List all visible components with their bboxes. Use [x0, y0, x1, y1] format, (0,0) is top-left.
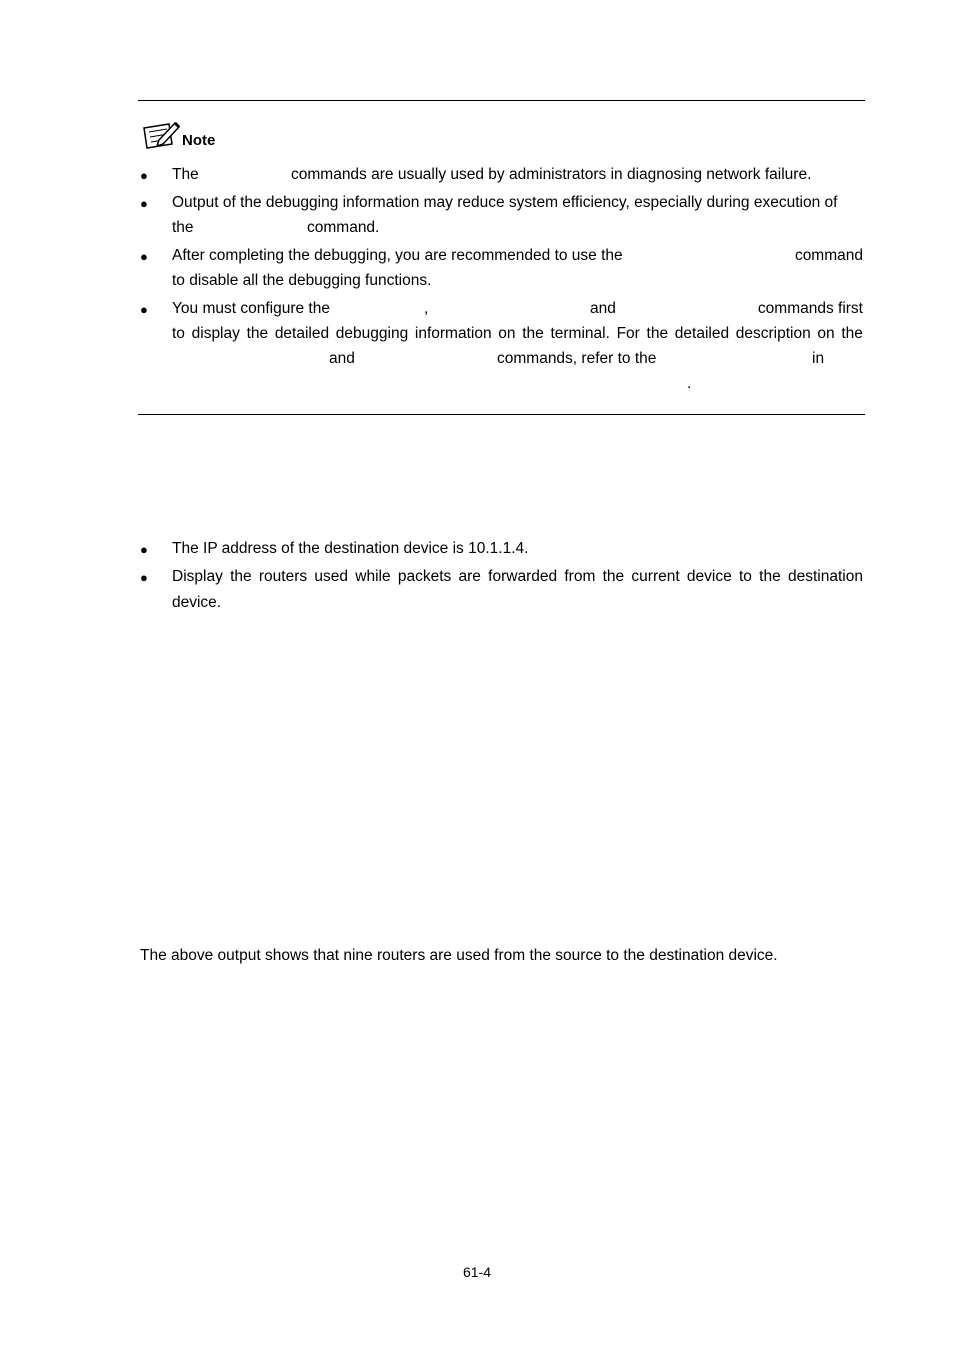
page-number: 61-4 — [462, 1264, 492, 1280]
summary-text: The above output shows that nine routers are used from the source to the destination device. — [140, 947, 778, 964]
word: the — [759, 568, 781, 585]
note-text: commands are usually used by administrators in diagnosing network failure. — [291, 166, 812, 183]
note-text: commands, refer to the — [497, 350, 657, 367]
note-text: and — [590, 300, 616, 317]
note-justified-line — [172, 324, 863, 344]
note-text: The — [172, 166, 199, 183]
word: to — [172, 325, 185, 342]
word: the — [522, 325, 544, 342]
word: current — [631, 568, 680, 585]
word: detailed — [274, 325, 330, 342]
word: terminal. — [550, 325, 610, 342]
example-justified-line — [172, 567, 863, 587]
bullet-dot: ● — [140, 168, 148, 183]
note-text: , — [424, 300, 429, 317]
word: the — [230, 568, 252, 585]
word: routers — [258, 568, 308, 585]
bullet-dot: ● — [140, 570, 148, 585]
bullet-dot: ● — [140, 249, 148, 264]
note-text: . — [687, 375, 692, 392]
word: the — [841, 325, 863, 342]
note-text: commands first — [757, 300, 863, 317]
bullet-dot: ● — [140, 196, 148, 211]
word: the — [646, 325, 669, 342]
word: on — [498, 325, 516, 342]
note-label: Note — [182, 132, 216, 149]
note-text: Output of the debugging information may reduce system efficiency, especially during execution of — [172, 194, 838, 211]
note-icon — [141, 120, 181, 150]
word: description — [735, 325, 811, 342]
word: while — [355, 568, 391, 585]
word: used — [314, 568, 349, 585]
word: Display — [172, 568, 223, 585]
word: the — [602, 568, 625, 585]
word: are — [458, 568, 481, 585]
note-text: the — [172, 219, 194, 236]
word: on — [817, 325, 835, 342]
word: destination — [787, 568, 863, 585]
word: information — [414, 325, 492, 342]
example-text: The IP address of the destination device is 10.1.1.4. — [172, 540, 529, 557]
bullet-dot: ● — [140, 542, 148, 557]
word: forwarded — [488, 568, 558, 585]
word: the — [246, 325, 269, 342]
word: packets — [397, 568, 452, 585]
bullet-dot: ● — [140, 302, 148, 317]
note-text: After completing the debugging, you are recommended to use the — [172, 247, 623, 264]
note-text: command — [794, 247, 863, 264]
word: display — [191, 325, 240, 342]
bottom-rule — [138, 414, 865, 415]
example-text: device. — [172, 594, 222, 611]
note-text: to disable all the debugging functions. — [172, 272, 432, 289]
top-rule — [138, 100, 865, 101]
word: device — [686, 568, 732, 585]
word: detailed — [674, 325, 730, 342]
note-text: command. — [307, 219, 380, 236]
word: from — [564, 568, 596, 585]
word: to — [738, 568, 752, 585]
note-text: and — [329, 350, 355, 367]
word: debugging — [335, 325, 409, 342]
note-text: You must configure the — [172, 300, 330, 317]
word: For — [616, 325, 640, 342]
note-text: in — [812, 350, 825, 367]
